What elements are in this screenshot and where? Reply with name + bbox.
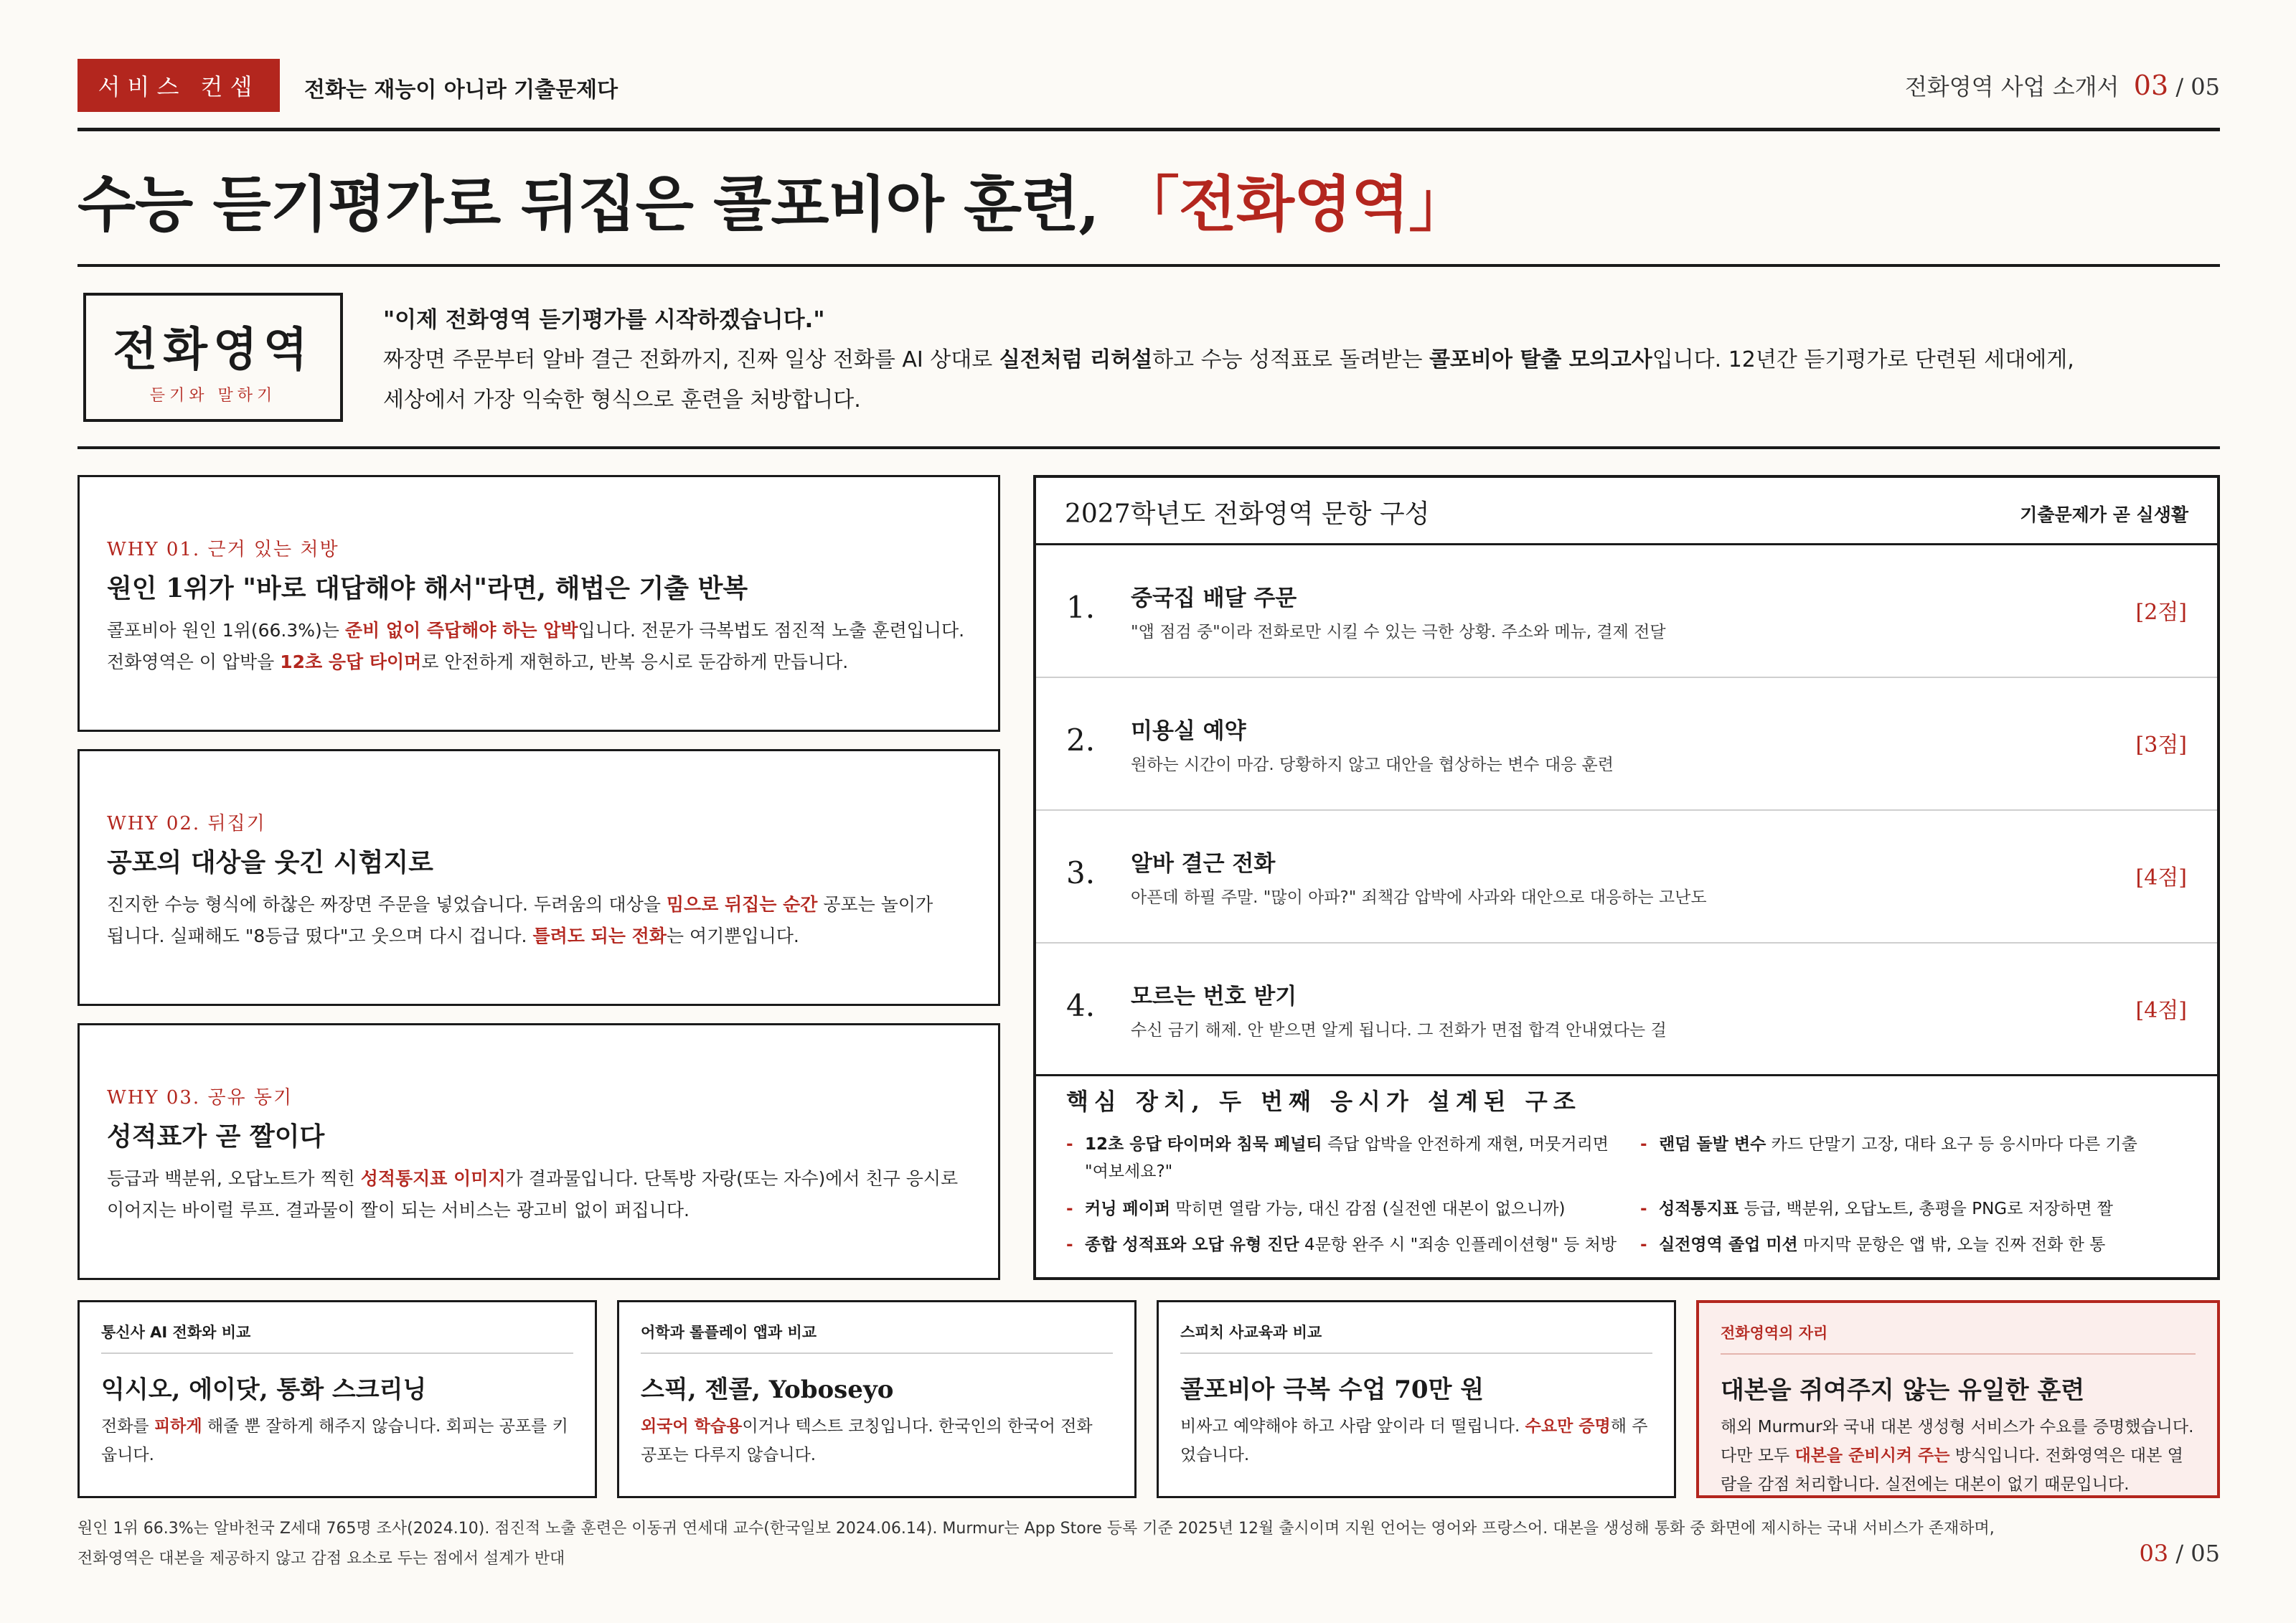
compare-body [1180,1412,1652,1469]
compare-title: 대본을 쥐여주지 않는 유일한 훈련 [1721,1376,2085,1405]
feature-item [1640,1131,2207,1158]
compare-text: 이거나 텍스트 코칭입니다. 한국인의 한국어 전화 공포는 다루지 않습니다. [641,1417,1093,1464]
intro-rule [77,446,2220,449]
question-desc: 원하는 시간이 마감. 당황하지 않고 대안을 협상하는 변수 대응 훈련 [1131,756,1614,774]
why-text: 공포는 놀이가 [817,894,933,915]
page-sep: / [2168,73,2191,100]
feature-item [1066,1195,1633,1223]
exam-header [1036,478,2217,545]
exam-panel [1033,475,2220,1280]
intro-emphasis: 실전처럼 리허설 [999,347,1153,372]
compare-text: 방식입니다. 전화영역은 대본 열람을 감점 처리합니다. 실전에는 대본이 없기 때문입니다. [1721,1446,2183,1494]
feature-desc: 막히면 열람 가능, 대신 감점 (실전엔 대본이 없으니까) [1170,1200,1566,1218]
compare-title: 익시오, 에이닷, 통화 스크리닝 [101,1375,427,1404]
question-desc: "앱 점검 중"이라 전화로만 시킬 수 있는 극한 상황. 주소와 메뉴, 결제 전달 [1131,623,1666,641]
why-text: 진지한 수능 형식에 하찮은 짜장면 주문을 넣었습니다. 두려움의 대상을 [107,894,667,915]
feature-name: 성적통지표 [1659,1200,1739,1218]
question-desc: 아픈데 하필 주말. "많이 아파?" 죄책감 압박에 사과와 대안으로 대응하는 고난도 [1131,888,1707,907]
question-item-1 [1036,545,2217,678]
question-title: 미용실 예약 [1131,718,1246,744]
why-text: 등급과 백분위, 오답노트가 찍힌 [107,1168,361,1189]
question-number: 1. [1066,590,1096,625]
structure-title: 핵심 장치, 두 번째 응시가 설계된 구조 [1066,1088,1581,1115]
why-highlight: 틀려도 되는 전화 [532,926,667,946]
why-body [107,889,971,952]
footnote: 원인 1위 66.3%는 알바천국 Z세대 765명 조사(2024.10). 점진적 노출 훈련은 이동귀 연세대 교수(한국일보 2024.06.14). Murmur는 App Store 등록 기준 2025년 12월 출시이며 지원 언어는 영어와 프랑스어. 대본을 생성해 통화 중 화면에 제시하는 국내 서비스가 존재하며, 전화영역은 대본을 제공하지 않고 감점 요소로 두는 점에서 설계가 반대 [77,1520,1995,1568]
why-text: 됩니다. 실패해도 "8등급 떴다"고 웃으며 다시 겁니다. [107,926,533,946]
compare-body [1721,1413,2196,1499]
doc-label [1905,69,2220,102]
why-card-1 [77,475,1000,732]
why-card-3 [77,1023,1000,1280]
compare-card-3 [1157,1300,1676,1498]
feature-item [1066,1231,1633,1259]
logo-sub: 듣기와 말하기 [149,387,277,405]
question-item-3 [1036,811,2217,944]
compare-label: 통신사 AI 전화와 비교 [101,1321,573,1354]
exam-note: 기출문제가 곧 실생활 [2020,504,2188,525]
title-main: 수능 듣기평가로 뒤집은 콜포비아 훈련, [77,169,1119,240]
feature-desc: 카드 단말기 고장, 대타 요구 등 응시마다 다른 기출 [1766,1135,2137,1154]
footer-page-number [2139,1540,2220,1567]
page-total: 05 [2191,1540,2220,1567]
compare-label: 어학과 롤플레이 앱과 비교 [641,1321,1113,1354]
compare-card-2 [617,1300,1137,1498]
question-points: [3점] [2135,733,2187,758]
question-title: 중국집 배달 주문 [1131,585,1297,611]
why-text: 가 결과물입니다. 단톡방 자랑(또는 자수)에서 친구 응시로 [505,1168,959,1189]
question-points: [4점] [2135,865,2187,890]
intro-text: 하고 수능 성적표로 돌려받는 [1152,347,1429,372]
top-bar [77,59,2220,112]
feature-name: 실전영역 졸업 미션 [1659,1236,1798,1254]
why-highlight: 준비 없이 즉답해야 하는 압박 [344,620,578,641]
why-title: 성적표가 곧 짤이다 [107,1121,325,1152]
compare-highlight: 외국어 학습용 [641,1417,743,1436]
compare-card-position [1696,1300,2220,1498]
intro-line-2: 세상에서 가장 익숙한 형식으로 훈련을 처방합니다. [383,387,861,413]
feature-desc: 등급, 백분위, 오답노트, 총평을 PNG로 저장하면 짤 [1739,1200,2114,1218]
why-body [107,1163,971,1226]
compare-text: 비싸고 예약해야 하고 사람 앞이라 더 떨립니다. [1180,1417,1525,1436]
page-current: 03 [2139,1540,2169,1567]
question-points: [4점] [2135,998,2187,1023]
intro-emphasis: 콜포비아 탈출 모의고사 [1429,347,1652,372]
why-highlight: 밈으로 뒤집는 순간 [666,894,818,915]
compare-body [641,1412,1113,1469]
compare-title: 콜포비아 극복 수업 70만 원 [1180,1375,1485,1404]
intro-text: 입니다. 12년간 듣기평가로 단련된 세대에게, [1652,347,2074,372]
logo-main: 전화영역 [113,323,314,377]
why-label: WHY 01. 근거 있는 처방 [107,539,339,560]
intro-line-1 [383,340,2206,380]
why-highlight: 성적통지표 이미지 [360,1168,506,1189]
compare-text: 전화를 [101,1417,154,1436]
compare-highlight: 대본을 준비시켜 주는 [1794,1446,1950,1465]
page-total: 05 [2191,73,2220,100]
feature-desc: 마지막 문항은 앱 밖, 오늘 진짜 전화 한 통 [1797,1236,2106,1254]
section-tag: 서비스 컨셉 [77,59,280,112]
exam-title: 2027학년도 전화영역 문항 구성 [1065,499,1430,529]
compare-text: 해 주었습니다. [1180,1417,1648,1464]
question-number: 3. [1066,855,1096,890]
feature-name: 12초 응답 타이머와 침묵 페널티 [1085,1135,1322,1154]
question-item-2 [1036,678,2217,811]
doc-title: 전화영역 사업 소개서 [1904,73,2119,100]
feature-name: 종합 성적표와 오답 유형 진단 [1085,1236,1299,1254]
compare-label: 스피치 사교육과 비교 [1180,1321,1652,1354]
header-rule [77,128,2220,131]
why-highlight: 12초 응답 타이머 [280,651,422,672]
compare-card-1 [77,1300,597,1498]
intro-quote: "이제 전화영역 듣기평가를 시작하겠습니다." [383,307,825,333]
feature-desc: 즉답 압박을 안전하게 재현, 머뭇거리면 "여보세요?" [1085,1135,1609,1181]
compare-body [101,1412,573,1469]
logo-box [83,293,343,422]
question-item-4 [1036,944,2217,1076]
why-label: WHY 03. 공유 동기 [107,1087,293,1109]
why-card-2 [77,749,1000,1006]
question-points: [2점] [2135,600,2187,625]
why-title: 원인 1위가 "바로 대답해야 해서"라면, 해법은 기출 반복 [107,573,748,603]
question-desc: 수신 금기 해제. 안 받으면 알게 됩니다. 그 전화가 면접 합격 안내였다는 걸 [1131,1021,1667,1040]
page-sep: / [2168,1540,2191,1567]
feature-name: 커닝 페이퍼 [1085,1200,1171,1218]
tagline: 전화는 재능이 아니라 기출문제다 [304,77,618,103]
compare-label: 전화영역의 자리 [1721,1322,2196,1355]
title-rule [77,264,2220,267]
why-text: 로 안전하게 재현하고, 반복 응시로 둔감하게 만듭니다. [421,651,849,672]
compare-title: 스픽, 젠콜, Yoboseyo [641,1375,894,1404]
question-number: 4. [1066,988,1096,1023]
intro [383,300,2206,420]
compare-highlight: 피하게 [154,1417,202,1436]
feature-item [1640,1231,2207,1259]
compare-highlight: 수요만 증명 [1525,1417,1611,1436]
page-current: 03 [2133,70,2169,101]
page-title [77,156,1468,243]
feature-name: 랜덤 돌발 변수 [1659,1135,1766,1154]
intro-text: 짜장면 주문부터 알바 결근 전화까지, 진짜 일상 전화를 AI 상대로 [383,347,999,372]
why-text: 이어지는 바이럴 루프. 결과물이 짤이 되는 서비스는 광고비 없이 퍼집니다. [107,1200,690,1220]
question-title: 모르는 번호 받기 [1131,984,1297,1010]
why-title: 공포의 대상을 웃긴 시험지로 [107,847,433,878]
question-title: 알바 결근 전화 [1131,851,1276,877]
why-label: WHY 02. 뒤집기 [107,813,266,834]
compare-text: 해줄 뿐 잘하게 해주지 않습니다. 회피는 공포를 키웁니다. [101,1417,568,1464]
why-text: 콜포비아 원인 1위(66.3%)는 [107,620,345,641]
why-text: 입니다. 전문가 극복법도 점진적 노출 훈련입니다. [578,620,965,641]
feature-item [1640,1195,2207,1223]
compare-text: 해외 Murmur와 국내 대본 생성형 서비스가 수요를 증명했습니다. 다만 모두 [1721,1418,2194,1465]
why-body [107,615,971,678]
title-accent: 「전화영역」 [1119,169,1469,240]
feature-desc: 4문항 완주 시 "죄송 인플레이션형" 등 처방 [1299,1236,1617,1254]
why-text: 는 여기뿐입니다. [666,926,799,946]
why-text: 전화영역은 이 압박을 [107,651,281,672]
question-number: 2. [1066,723,1096,758]
feature-item [1066,1131,1633,1185]
